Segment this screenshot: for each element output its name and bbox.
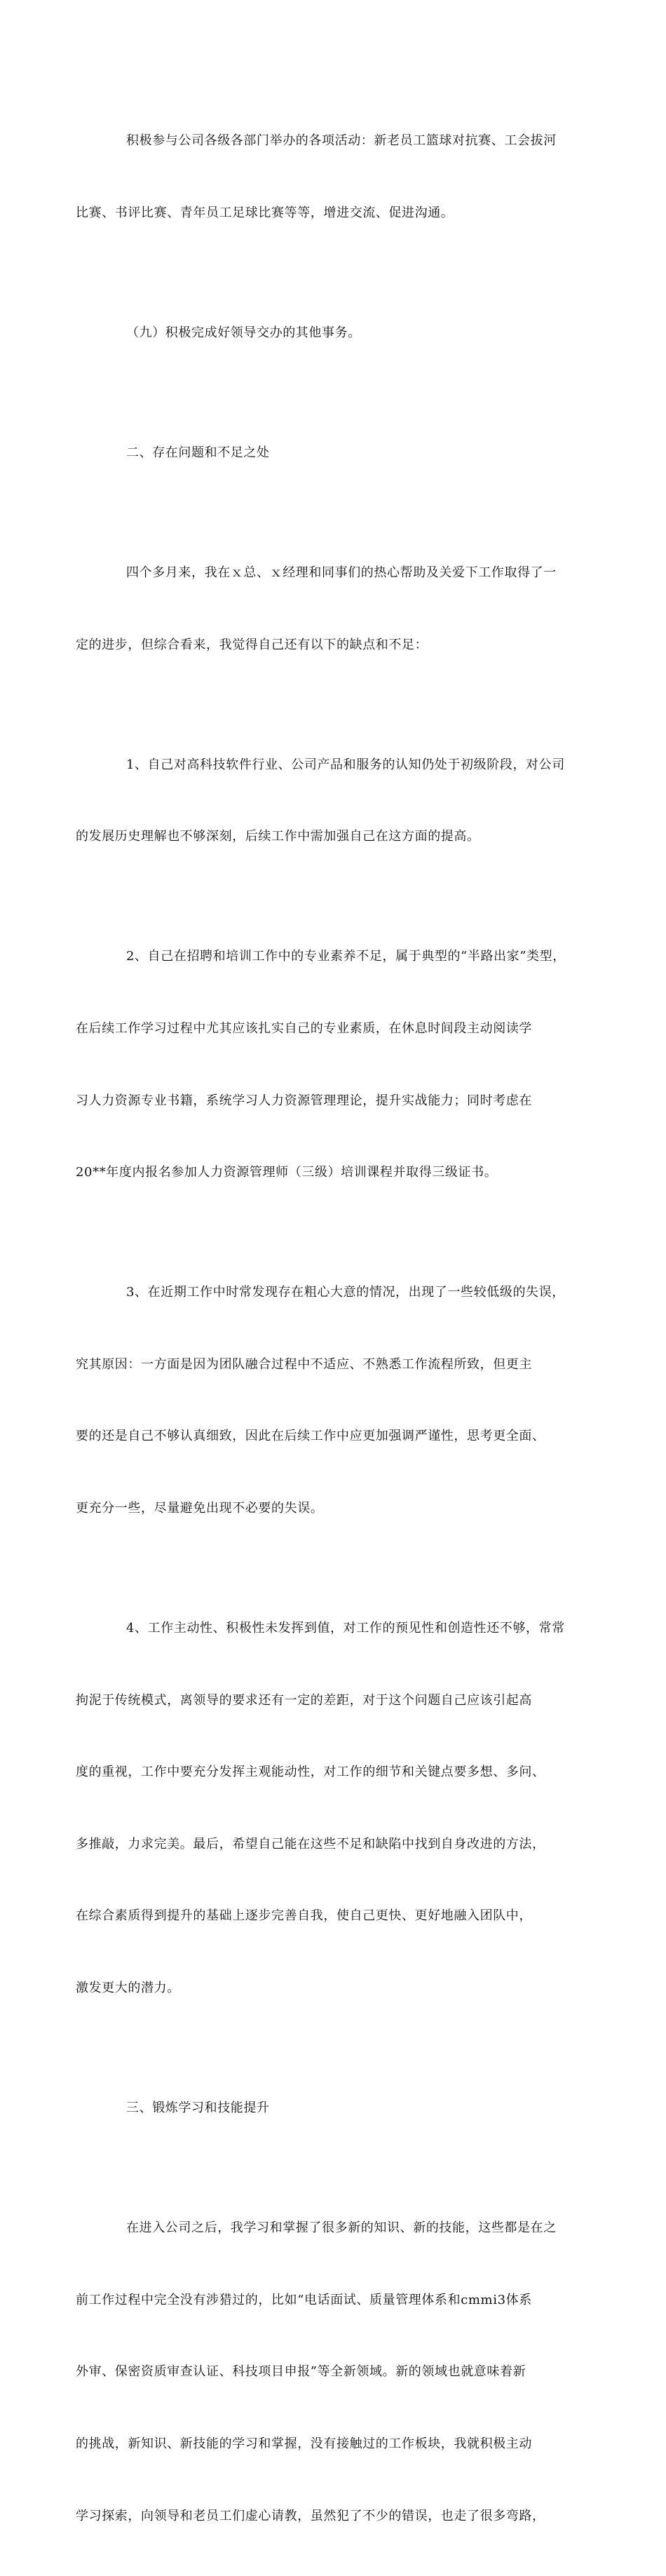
text-line: 外审、保密资质审查认证、科技项目申报”等全新领域。新的领域也就意味着新 [76, 2364, 526, 2380]
paragraph-learning [76, 2169, 578, 2576]
section-heading-learning [101, 2049, 578, 2169]
text-line: 2、自己在招聘和培训工作中的专业素养不足，属于典型的“半路出家”类型， [126, 949, 566, 964]
paragraph-activities [76, 81, 578, 274]
text-line: 4、工作主动性、积极性未发挥到值，对工作的预见性和创造性还不够，常常 [126, 1621, 565, 1636]
text-line: 更充分一些，尽量避免出现不必要的失误。 [76, 1500, 324, 1516]
text-line: 在进入公司之后，我学习和掌握了很多新的知识、新的技能，这些都是在之 [126, 2220, 557, 2236]
text-line: 三、锻炼学习和技能提升 [126, 2100, 270, 2116]
text-line: 四个多月来，我在ｘ总、ｘ经理和同事们的热心帮助及关爱下工作取得了一 [126, 565, 557, 581]
paragraph-point-4 [76, 1569, 578, 2049]
paragraph-point-3 [76, 1233, 578, 1569]
text-line: 1、自己对高科技软件行业、公司产品和服务的认知仍处于初级阶段，对公司 [126, 757, 565, 772]
text-line: 二、存在问题和不足之处 [126, 445, 270, 461]
document-body [76, 81, 578, 2576]
text-line: 多推敲，力求完美。最后，希望自己能在这些不足和缺陷中找到自身改进的方法， [76, 1836, 545, 1852]
text-line: 在后续工作学习过程中尤其应该扎实自己的专业素质，在休息时间段主动阅读学 [76, 1020, 532, 1036]
text-line: 拘泥于传统模式，离领导的要求还有一定的差距，对于这个问题自己应该引起高 [76, 1692, 532, 1708]
text-line: 定的进步，但综合看来，我觉得自己还有以下的缺点和不足： [76, 637, 428, 652]
text-line: 度的重视，工作中要充分发挥主观能动性，对工作的细节和关键点要多想、多问、 [76, 1765, 545, 1780]
text-line: 积极参与公司各级各部门举办的各项活动：新老员工篮球对抗赛、工会拔河 [126, 133, 557, 149]
paragraph-point-1 [76, 705, 578, 897]
section-heading-problems [101, 393, 578, 513]
text-line: 习人力资源专业书籍，系统学习人力资源管理理论，提升实战能力；同时考虑在 [76, 1093, 532, 1108]
text-line: 前工作过程中完全没有涉猎过的，比如“电话面试、质量管理体系和cmmi3体系 [76, 2292, 532, 2307]
text-line: 要的还是自己不够认真细致，因此在后续工作中应更加强调严谨性，思考更全面、 [76, 1429, 545, 1444]
text-line: 的发展历史理解也不够深刻，后续工作中需加强自己在这方面的提高。 [76, 829, 480, 844]
text-line: （九）积极完成好领导交办的其他事务。 [126, 325, 361, 341]
text-line: 3、在近期工作中时常发现存在粗心大意的情况，出现了一些较低级的失误， [126, 1285, 565, 1300]
paragraph-point-2 [76, 897, 578, 1233]
paragraph-intro [76, 513, 578, 706]
text-line: 的挑战，新知识、新技能的学习和掌握，没有接触过的工作板块，我就积极主动 [76, 2436, 532, 2451]
text-line: 20**年度内报名参加人力资源管理师（三级）培训课程并取得三级证书。 [76, 1165, 498, 1180]
text-line: 激发更大的潜力。 [76, 1981, 180, 1996]
text-line: 比赛、书评比赛、青年员工足球比赛等等，增进交流、促进沟通。 [76, 205, 454, 221]
text-line: 在综合素质得到提升的基础上逐步完善自我，使自己更快、更好地融入团队中， [76, 1908, 532, 1924]
paragraph-item-nine [101, 274, 578, 393]
text-line: 学习探索，向领导和老员工们虚心请教，虽然犯了不少的错误，也走了很多弯路， [76, 2508, 545, 2523]
text-line: 究其原因：一方面是因为团队融合过程中不适应、不熟悉工作流程所致，但更主 [76, 1356, 532, 1372]
